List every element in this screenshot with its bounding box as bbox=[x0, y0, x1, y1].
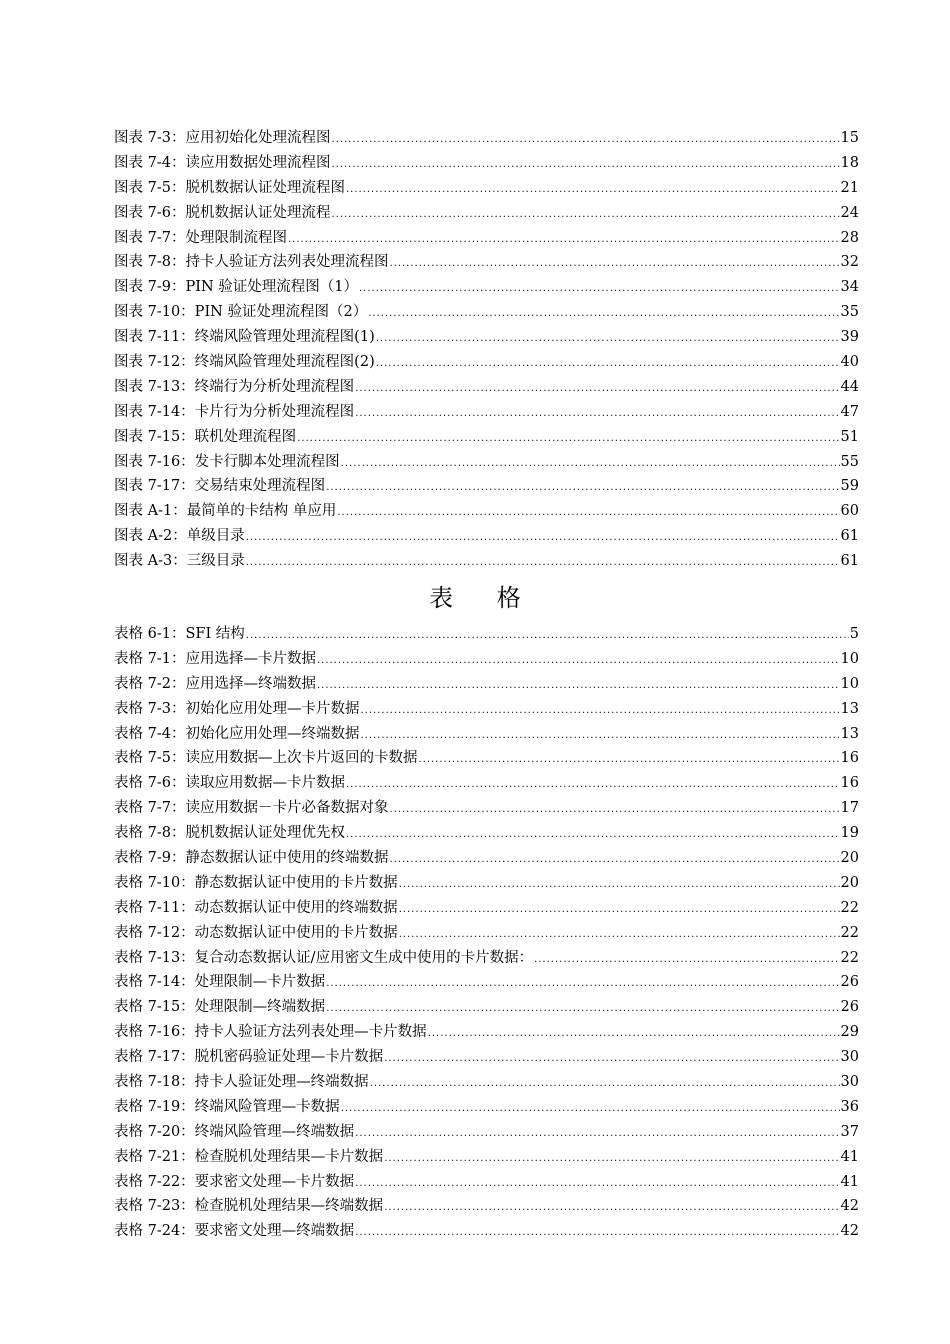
page-number: 59 bbox=[840, 478, 859, 495]
table-entry[interactable] bbox=[114, 1170, 859, 1195]
figure-entry[interactable] bbox=[114, 400, 859, 425]
table-entry[interactable] bbox=[114, 722, 859, 747]
entry-title: 表格 7-17：脱机密码验证处理—卡片数据 bbox=[114, 1049, 384, 1066]
entry-title: 图表 7-16：发卡行脚本处理流程图 bbox=[114, 453, 340, 470]
entry-title: 表格 6-1：SFI 结构 bbox=[114, 626, 245, 642]
dot-leader bbox=[326, 997, 839, 1022]
entry-title: 图表 A-2：单级目录 bbox=[114, 528, 245, 545]
table-entry[interactable] bbox=[114, 1095, 859, 1120]
table-entry[interactable] bbox=[114, 1070, 859, 1095]
page-number: 60 bbox=[840, 503, 859, 520]
dot-leader bbox=[326, 476, 839, 501]
page-number: 26 bbox=[840, 974, 859, 991]
dot-leader bbox=[368, 302, 839, 327]
table-entry[interactable] bbox=[114, 1219, 859, 1244]
entry-title: 表格 7-1：应用选择—卡片数据 bbox=[114, 650, 316, 667]
dot-leader bbox=[331, 128, 839, 153]
figure-entry[interactable] bbox=[114, 201, 859, 226]
entry-title: 图表 7-13：终端行为分析处理流程图 bbox=[114, 378, 355, 395]
entry-title: 表格 7-24：要求密文处理—终端数据 bbox=[114, 1223, 355, 1240]
table-entry[interactable] bbox=[114, 1120, 859, 1145]
entry-title: 图表 7-8：持卡人验证方法列表处理流程图 bbox=[114, 254, 389, 271]
page-number: 61 bbox=[840, 528, 859, 545]
figure-entry[interactable] bbox=[114, 300, 859, 325]
figure-entry[interactable] bbox=[114, 375, 859, 400]
page-number: 24 bbox=[840, 204, 859, 221]
page-number: 20 bbox=[840, 850, 859, 867]
page-number: 13 bbox=[840, 725, 859, 742]
page-number: 22 bbox=[840, 924, 859, 941]
page-number: 47 bbox=[840, 403, 859, 420]
entry-title: 表格 7-20：终端风险管理—终端数据 bbox=[114, 1123, 355, 1140]
page-number: 16 bbox=[840, 750, 859, 767]
figure-entry[interactable] bbox=[114, 499, 859, 524]
page-number: 20 bbox=[840, 874, 859, 891]
entry-title: 图表 7-14：卡片行为分析处理流程图 bbox=[114, 403, 355, 420]
entry-title: 图表 7-3：应用初始化处理流程图 bbox=[114, 130, 331, 146]
table-entry[interactable] bbox=[114, 846, 859, 871]
page-number: 16 bbox=[840, 775, 859, 792]
page-number: 42 bbox=[840, 1198, 859, 1215]
table-entry[interactable] bbox=[114, 796, 859, 821]
table-list bbox=[114, 622, 859, 1244]
dot-leader bbox=[360, 699, 839, 724]
entry-title: 表格 7-7：读应用数据－卡片必备数据对象 bbox=[114, 800, 389, 817]
page-number: 22 bbox=[840, 899, 859, 916]
dot-leader bbox=[246, 526, 840, 551]
table-entry[interactable] bbox=[114, 647, 859, 672]
page-number: 15 bbox=[840, 130, 859, 146]
page-number: 44 bbox=[840, 378, 859, 395]
page-number: 17 bbox=[840, 800, 859, 817]
entry-title: 表格 7-9：静态数据认证中使用的终端数据 bbox=[114, 850, 389, 867]
entry-title: 表格 7-3：初始化应用处理—卡片数据 bbox=[114, 700, 360, 717]
table-entry[interactable] bbox=[114, 995, 859, 1020]
page-number: 41 bbox=[840, 1173, 859, 1190]
dot-leader bbox=[317, 649, 840, 674]
dot-leader bbox=[355, 1172, 839, 1197]
dot-leader bbox=[384, 1047, 839, 1072]
page-number: 26 bbox=[840, 999, 859, 1016]
page-number: 30 bbox=[840, 1049, 859, 1066]
entry-title: 表格 7-13：复合动态数据认证/应用密文生成中使用的卡片数据： bbox=[114, 949, 534, 966]
page-number: 18 bbox=[840, 154, 859, 171]
entry-title: 表格 7-11：动态数据认证中使用的终端数据 bbox=[114, 899, 398, 916]
page-number: 5 bbox=[849, 626, 859, 642]
dot-leader bbox=[389, 848, 839, 873]
table-entry[interactable] bbox=[114, 896, 859, 921]
entry-title: 表格 7-14：处理限制—卡片数据 bbox=[114, 974, 326, 991]
page-number: 30 bbox=[840, 1074, 859, 1091]
table-entry[interactable] bbox=[114, 1145, 859, 1170]
entry-title: 表格 7-15：处理限制—终端数据 bbox=[114, 999, 326, 1016]
dot-leader bbox=[346, 773, 840, 798]
dot-leader bbox=[389, 252, 839, 277]
entry-title: 表格 7-4：初始化应用处理—终端数据 bbox=[114, 725, 360, 742]
entry-title: 表格 7-16：持卡人验证方法列表处理—卡片数据 bbox=[114, 1024, 427, 1041]
entry-title: 图表 7-10：PIN 验证处理流程图（2） bbox=[114, 304, 368, 321]
dot-leader bbox=[360, 724, 839, 749]
table-entry[interactable] bbox=[114, 1194, 859, 1219]
entry-title: 图表 7-11：终端风险管理处理流程图(1) bbox=[114, 329, 375, 346]
dot-leader bbox=[355, 1122, 839, 1147]
dot-leader bbox=[297, 427, 839, 452]
dot-leader bbox=[346, 178, 840, 203]
figure-entry[interactable] bbox=[114, 226, 859, 251]
entry-title: 图表 7-17：交易结束处理流程图 bbox=[114, 478, 326, 495]
dot-leader bbox=[337, 501, 839, 526]
figure-entry[interactable] bbox=[114, 250, 859, 275]
dot-leader bbox=[346, 823, 840, 848]
figure-list bbox=[114, 126, 859, 574]
dot-leader bbox=[355, 1221, 839, 1246]
page-number: 32 bbox=[840, 254, 859, 271]
page-number: 29 bbox=[840, 1024, 859, 1041]
page-number: 34 bbox=[840, 279, 859, 296]
entry-title: 图表 A-1：最简单的卡结构 单应用 bbox=[114, 503, 337, 520]
entry-title: 表格 7-19：终端风险管理—卡数据 bbox=[114, 1098, 340, 1115]
entry-title: 图表 7-12：终端风险管理处理流程图(2) bbox=[114, 354, 375, 371]
figure-entry[interactable] bbox=[114, 325, 859, 350]
table-entry[interactable] bbox=[114, 697, 859, 722]
figure-entry[interactable] bbox=[114, 450, 859, 475]
dot-leader bbox=[534, 948, 839, 973]
page-number: 51 bbox=[840, 428, 859, 445]
page-number: 28 bbox=[840, 229, 859, 246]
figure-entry[interactable] bbox=[114, 549, 859, 574]
dot-leader bbox=[331, 153, 839, 178]
entry-title: 表格 7-18：持卡人验证处理—终端数据 bbox=[114, 1074, 369, 1091]
entry-title: 表格 7-2：应用选择—终端数据 bbox=[114, 675, 316, 692]
figure-entry[interactable] bbox=[114, 126, 859, 151]
table-entry[interactable] bbox=[114, 970, 859, 995]
entry-title: 图表 7-9：PIN 验证处理流程图（1） bbox=[114, 279, 358, 296]
dot-leader bbox=[359, 277, 840, 302]
dot-leader bbox=[384, 1147, 839, 1172]
entry-title: 图表 7-5：脱机数据认证处理流程图 bbox=[114, 179, 345, 196]
table-entry[interactable] bbox=[114, 821, 859, 846]
figure-entry[interactable] bbox=[114, 151, 859, 176]
page-number: 22 bbox=[840, 949, 859, 966]
table-entry[interactable] bbox=[114, 1020, 859, 1045]
figure-entry[interactable] bbox=[114, 275, 859, 300]
page-number: 35 bbox=[840, 304, 859, 321]
entry-title: 表格 7-5：读应用数据—上次卡片返回的卡数据 bbox=[114, 750, 418, 767]
page-number: 36 bbox=[840, 1098, 859, 1115]
page-number: 61 bbox=[840, 553, 859, 570]
table-entry[interactable] bbox=[114, 771, 859, 796]
dot-leader bbox=[326, 972, 839, 997]
entry-title: 表格 7-6：读取应用数据—卡片数据 bbox=[114, 775, 345, 792]
page-number: 21 bbox=[840, 179, 859, 196]
dot-leader bbox=[341, 452, 840, 477]
entry-title: 表格 7-12：动态数据认证中使用的卡片数据 bbox=[114, 924, 398, 941]
page-number: 10 bbox=[840, 650, 859, 667]
table-entry[interactable] bbox=[114, 871, 859, 896]
entry-title: 表格 7-21：检查脱机处理结果—卡片数据 bbox=[114, 1148, 384, 1165]
page-number: 13 bbox=[840, 700, 859, 717]
dot-leader bbox=[376, 327, 840, 352]
entry-title: 图表 7-15：联机处理流程图 bbox=[114, 428, 297, 445]
figure-entry[interactable] bbox=[114, 474, 859, 499]
entry-title: 图表 7-7：处理限制流程图 bbox=[114, 229, 287, 246]
figure-entry[interactable] bbox=[114, 524, 859, 549]
page-number: 39 bbox=[840, 329, 859, 346]
dot-leader bbox=[246, 551, 840, 576]
page-number: 37 bbox=[840, 1123, 859, 1140]
page-number: 55 bbox=[840, 453, 859, 470]
entry-title: 表格 7-10：静态数据认证中使用的卡片数据 bbox=[114, 874, 398, 891]
dot-leader bbox=[399, 923, 840, 948]
dot-leader bbox=[331, 203, 839, 228]
dot-leader bbox=[428, 1022, 840, 1047]
dot-leader bbox=[341, 1097, 840, 1122]
dot-leader bbox=[288, 228, 840, 253]
entry-title: 图表 A-3：三级目录 bbox=[114, 553, 245, 570]
dot-leader bbox=[355, 402, 839, 427]
table-entry[interactable] bbox=[114, 622, 859, 647]
tables-section-heading: 表 格 bbox=[429, 584, 539, 612]
dot-leader bbox=[370, 1072, 840, 1097]
figure-entry[interactable] bbox=[114, 425, 859, 450]
page-number: 41 bbox=[840, 1148, 859, 1165]
figure-entry[interactable] bbox=[114, 350, 859, 375]
dot-leader bbox=[376, 352, 840, 377]
page-number: 42 bbox=[840, 1223, 859, 1240]
dot-leader bbox=[399, 898, 840, 923]
entry-title: 表格 7-23：检查脱机处理结果—终端数据 bbox=[114, 1198, 384, 1215]
table-entry[interactable] bbox=[114, 746, 859, 771]
table-entry[interactable] bbox=[114, 672, 859, 697]
entry-title: 表格 7-22：要求密文处理—卡片数据 bbox=[114, 1173, 355, 1190]
entry-title: 图表 7-6：脱机数据认证处理流程 bbox=[114, 204, 331, 221]
dot-leader bbox=[246, 624, 849, 649]
table-entry[interactable] bbox=[114, 946, 859, 971]
page-number: 10 bbox=[840, 675, 859, 692]
entry-title: 表格 7-8：脱机数据认证处理优先权 bbox=[114, 825, 345, 842]
page-number: 19 bbox=[840, 825, 859, 842]
table-entry[interactable] bbox=[114, 921, 859, 946]
dot-leader bbox=[355, 377, 839, 402]
dot-leader bbox=[384, 1196, 839, 1221]
dot-leader bbox=[317, 674, 840, 699]
table-entry[interactable] bbox=[114, 1045, 859, 1070]
dot-leader bbox=[418, 748, 839, 773]
figure-entry[interactable] bbox=[114, 176, 859, 201]
page-number: 40 bbox=[840, 354, 859, 371]
entry-title: 图表 7-4：读应用数据处理流程图 bbox=[114, 154, 331, 171]
dot-leader bbox=[389, 798, 839, 823]
dot-leader bbox=[399, 873, 840, 898]
